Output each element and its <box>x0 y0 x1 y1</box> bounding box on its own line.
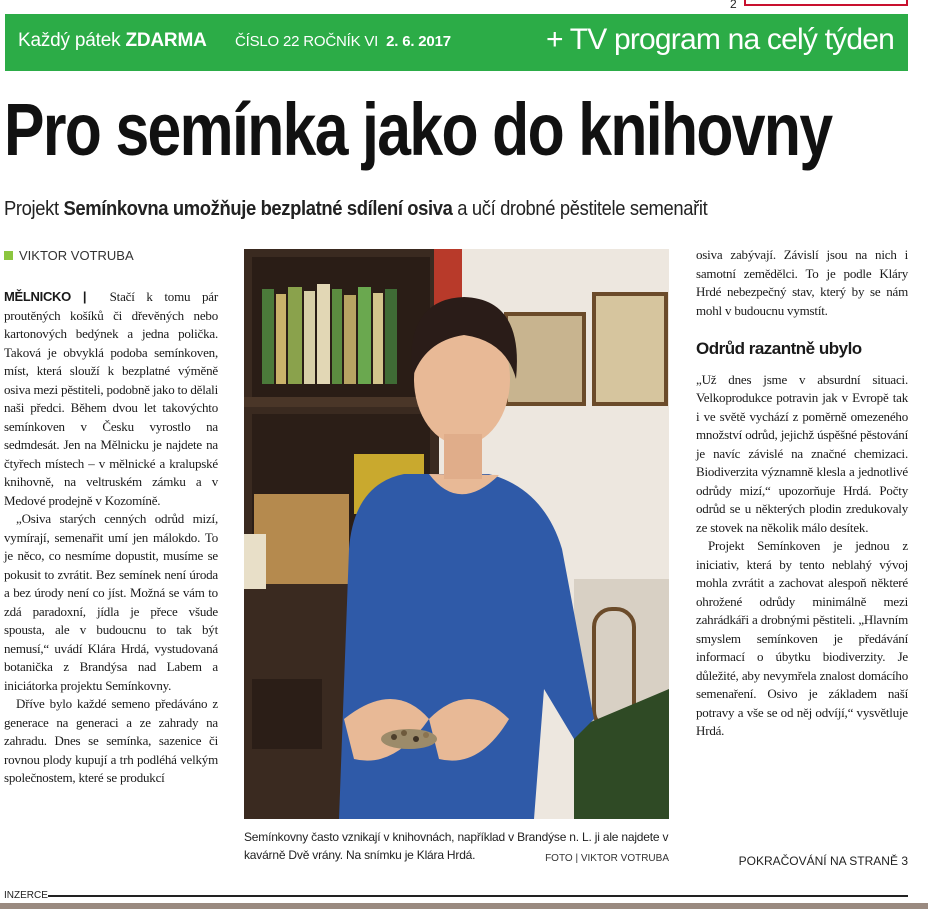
ad-strip <box>0 903 928 909</box>
paragraph: Projekt Semínkoven je jednou z iniciativ, která by tento neblahý vývoj mohla zvrátit a zachovat alespoň některé ohrožené odrůdy minimálně mezi zahrádkáři a drobnými pěstiteli. „Hlavním smyslem semínkoven je předávání informací o úbytku biodiverzity. Je důležité, aby nevymřela znalost domácího semenaření. Osivo je základem naší potravy a vše se od něj odvíjí,“ vysvětluje Hrdá. <box>696 538 908 738</box>
paragraph: osiva zabývají. Závislí jsou na nich i samotní zemědělci. To je podle Kláry Hrdé nebezpečný stav, který by se nám mohl v budoucnu vymstít. <box>696 247 908 318</box>
red-frame <box>744 0 908 6</box>
author-name: VIKTOR VOTRUBA <box>19 248 134 263</box>
paragraph: „Už dnes jsme v absurdní situaci. Velkoprodukce potravin jak v Evropě tak i ve světě vychází z poměrně omezeného množství odrůd, jejichž úspěšné pěstování je navíc závislé na značné chemizaci. Biodiverzita významně klesla a jednotlivé odrůdy mizí,“ upozorňuje Hrdá. Počty odrůd se u některých plodin zredukovaly ze stovek na několik málo desítek. <box>696 371 908 535</box>
ad-divider <box>48 895 908 897</box>
paragraph: „Osiva starých cenných odrůd mizí, vymírají, semenařit umí jen málokdo. To je něco, co nesmíme dopustit, musíme se pokusit to zvrátit. Bez semínek není úroda a bez úrody není co jíst. Možná se vám to zdá paradoxní, jídla je přece všude spousta, ale v budoucnu to tak být nemusí,“ uvádí Klára Hrdá, vystudovaná botanička z Brandýsa nad Labem a iniciátorka projektu Semínkovny. <box>4 511 218 693</box>
top-strip <box>0 0 928 14</box>
text-column-right <box>696 246 908 741</box>
subheadline: Projekt Semínkovna umožňuje bezplatné sdílení osiva a učí drobné pěstitele semenařit <box>4 198 708 220</box>
paragraph: Dříve bylo každé semeno předáváno z generace na generaci a ze zahrady na zahradu. Dnes se semínka, sazenice či rovnou plody kupují a trh podléhá velkým společnostem, které se produkcí <box>4 696 218 785</box>
byline-square-icon <box>4 251 13 260</box>
text-column-left <box>4 288 218 788</box>
page-number: 2 <box>730 0 737 11</box>
banner-promo: + TV program na celý týden <box>545 23 894 56</box>
banner-free: ZDARMA <box>125 30 207 51</box>
section-subheading: Odrůd razantně ubylo <box>696 339 862 358</box>
photo-caption: Semínkovny často vznikají v knihovnách, například v Brandýse n. L. ji ale najdete v kavárně Dvě vrány. Na snímku je Klára Hrdá. FOTO | VIKTOR VOTRUBA <box>244 828 669 864</box>
photo-credit: FOTO | VIKTOR VOTRUBA <box>545 853 669 864</box>
ad-label: INZERCE <box>4 890 48 901</box>
masthead-banner <box>5 14 908 71</box>
banner-date: 2. 6. 2017 <box>386 33 451 50</box>
paragraph: MĚLNICKO | Stačí k tomu pár proutěných košíků či dřevěných nebo kartonových bedýnek a jedna polička. Taková je obvyklá podoba semínkoven, míst, která slouží k bezplatné výměně osiva mezi pěstiteli, podobně jako to dělali naši předci. Během dvou let takovýchto semínkoven v Česku vyrostlo na sedmdesát. Jen na Mělnicku je najdete na čtyřech místech – v mělnické a kralupské knihovně, na veltruském zámku a v Medové prodejně v Kozomíně. <box>4 289 218 508</box>
banner-issue: ČÍSLO 22 ROČNÍK VI 2. 6. 2017 <box>235 33 451 50</box>
byline <box>4 248 134 263</box>
photo-illustration <box>244 249 669 819</box>
continued-note: POKRAČOVÁNÍ NA STRANĚ 3 <box>738 854 908 868</box>
banner-lead: Každý pátek ZDARMA <box>18 30 207 51</box>
headline: Pro semínka jako do knihovny <box>4 88 832 171</box>
dateline-location: MĚLNICKO | <box>4 289 87 304</box>
article-photo <box>244 249 669 819</box>
